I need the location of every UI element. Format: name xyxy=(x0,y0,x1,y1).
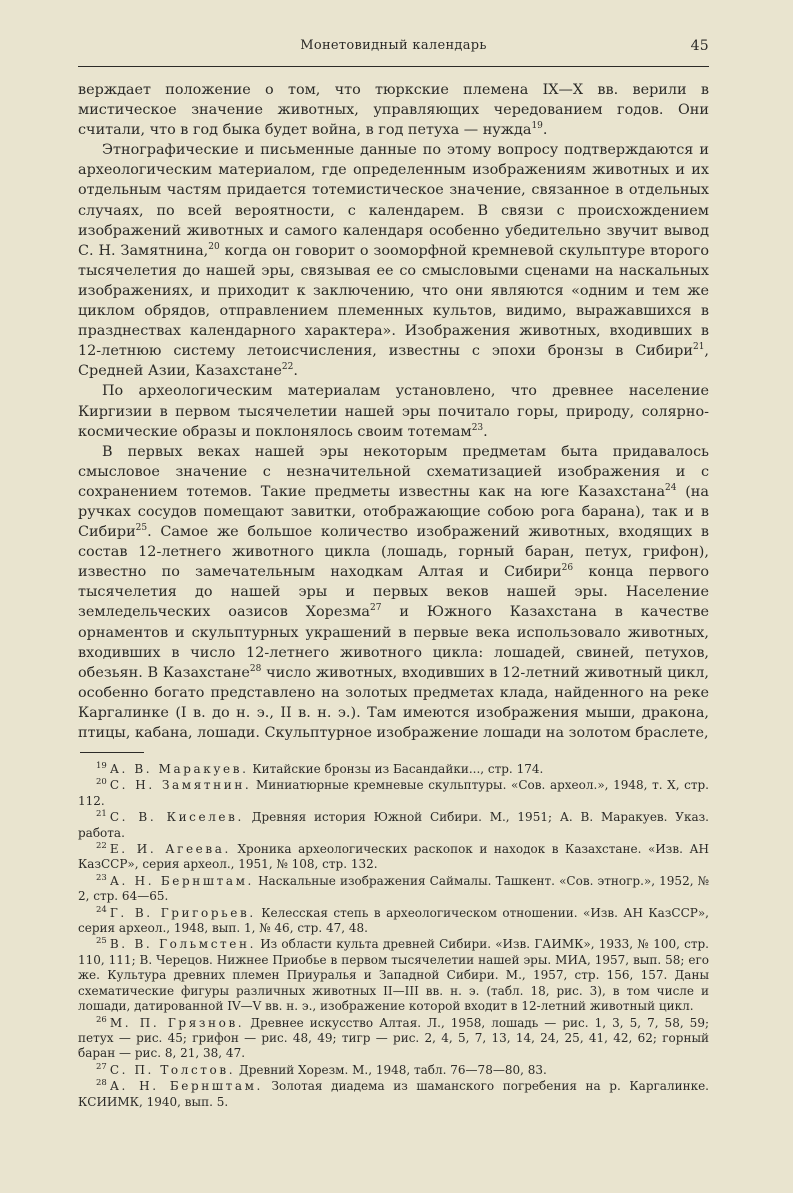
footnote-text: Миниатюрные кремневые скульптуры. «Сов. археол.», 1948, т. X, стр. 112. xyxy=(78,778,709,808)
text-run: когда он говорит о зооморфной кремневой скульптуре второго тысячелетия до нашей эры, связывая ее со смысловыми сценами на наскальных изображениях, и приходит к заключению, что они являются «одним и тем же циклом обрядов, отправлением племенных культов, видимо, выражавшихся в празднествах календарного характера». Изображения животных, входивших в 12-летнюю систему летоисчисления, известны с эпохи бронзы в Сибири xyxy=(78,242,709,360)
footnote-number: 25 xyxy=(96,936,107,947)
footnote-separator xyxy=(80,752,144,753)
footnote-author: Г. В. Григорьев. xyxy=(109,905,256,920)
footnote-author: Е. И. Агеева. xyxy=(109,842,231,857)
footnote-number: 28 xyxy=(96,1078,107,1089)
page-number: 45 xyxy=(690,38,709,54)
footnote-text: Золотая диадема из шаманского погребения на р. Каргалинке. КСИИМК, 1940, вып. 5. xyxy=(78,1079,709,1109)
footnote xyxy=(78,810,709,841)
text-run: Этнографические и письменные данные по этому вопросу подтверждаются и археологическим материалом, где определенным изображениям животных и их отдельным частям придается тотемистическое значение, связанное в отдельных случаях, по всей вероятности, с календарем. В связи с происхождением изображений животных и самого календаря особенно убедительно звучит вывод С. Н. Замятнина, xyxy=(78,142,709,259)
header-rule xyxy=(78,66,709,67)
footnote-ref: 27 xyxy=(370,603,382,614)
text-run: По археологическим материалам установлено, что древнее население Киргизии в первом тысячелетии нашей эры почитало горы, природу, солярно-космические образы и поклонялось своим тотемам xyxy=(78,383,709,440)
footnote xyxy=(78,906,709,937)
paragraph xyxy=(78,442,709,743)
footnote-ref: 20 xyxy=(208,241,220,252)
footnote-number: 26 xyxy=(96,1014,107,1025)
text-run: В первых веках нашей эры некоторым предметам быта придавалось смысловое значение с незначительной схематизацией изображения и с сохранением тотемов. Такие предметы известны как на юге Казахстана xyxy=(78,443,709,500)
footnote-ref: 26 xyxy=(561,563,574,574)
footnote-ref: 21 xyxy=(692,342,705,353)
text-run: . xyxy=(293,363,298,380)
footnote-text: Хроника археологических раскопок и находок в Казахстане. «Изв. АН КазССР», серия археол., 1951, № 108, стр. 132. xyxy=(78,842,709,872)
paragraph xyxy=(78,80,709,140)
text-run: . Самое же большое количество изображений животных, входящих в состав 12-летнего животного цикла (лошадь, горный баран, петух, грифон), известно по замечательным находкам Алтая и Сибири xyxy=(78,524,709,581)
footnote xyxy=(78,762,709,777)
footnote-text: Из области культа древней Сибири. «Изв. ГАИМК», 1933, № 100, стр. 110, 111; В. Черецов. Нижнее Приобье в первом тысячелетии нашей эры. МИА, 1957, вып. 58; его же. Культура древних племен Приуралья и Западной Сибири. М., 1957, стр. 156, 157. Даны схематические фигуры различных животных II—III вв. н. э. (табл. 18, рис. 3), в том числе и лошади, датированной IV—V вв. н. э., изображение которой входит в 12-летний животный цикл. xyxy=(78,937,709,1014)
footnote-text: Древнее искусство Алтая. Л., 1958, лошадь — рис. 1, 3, 5, 7, 58, 59; петух — рис. 45; грифон — рис. 48, 49; тигр — рис. 2, 4, 5, 7, 13, 14, 24, 25, 41, 42, 62; горный баран — рис. 8, 21, 38, 47. xyxy=(78,1015,709,1061)
text-run: и Южного Казахстана в качестве орнаментов и скульптурных украшений в первые века использовало животных, входивших в число 12-летнего животного цикла: лошадей, свиней, петухов, обезьян. В Казахстане xyxy=(78,604,709,681)
footnote-author: А. Н. Бернштам. xyxy=(109,1079,263,1094)
footnote xyxy=(78,778,709,809)
footnote-ref: 24 xyxy=(665,483,677,494)
footnote-ref: 23 xyxy=(471,422,484,433)
footnote-number: 27 xyxy=(96,1061,107,1072)
paragraph xyxy=(78,381,709,441)
page-header xyxy=(78,38,709,58)
footnote-author: М. П. Грязнов. xyxy=(109,1015,245,1030)
footnote-ref: 19 xyxy=(531,121,543,132)
footnote-author: В. В. Гольмстен. xyxy=(109,937,257,952)
main-text xyxy=(78,80,709,743)
text-run: конца первого тысячелетия до нашей эры и первых веков нашей эры. Население земледельческих оазисов Хорезма xyxy=(78,564,709,621)
footnote-author: С. П. Толстов. xyxy=(109,1062,236,1077)
footnote-number: 22 xyxy=(96,841,107,852)
footnote xyxy=(78,874,709,905)
text-run: . xyxy=(483,423,488,440)
footnotes xyxy=(78,762,709,1111)
footnote-ref: 28 xyxy=(249,663,262,674)
footnote-author: С. В. Киселев. xyxy=(109,810,244,825)
running-title: Монетовидный календарь xyxy=(300,38,487,53)
text-run: . xyxy=(542,122,548,139)
text-run: верждает положение о том, что тюркские племена IX—X вв. верили в мистическое значение животных, управляющих чередованием годов. Они считали, что в год быка будет война, в год петуха — нужда xyxy=(78,82,709,139)
footnote-number: 23 xyxy=(96,872,107,883)
text-run: (на ручках сосудов помещают завитки, отображающие собою рога барана), так и в Сибири xyxy=(78,483,709,541)
footnote-ref: 25 xyxy=(135,523,148,534)
footnote-ref: 22 xyxy=(281,362,294,373)
footnote-text: Келесская степь в археологическом отношении. «Изв. АН КазССР», серия археол., 1948, вып. 1, № 46, стр. 47, 48. xyxy=(78,905,709,936)
footnote-text: Древняя история Южной Сибири. М., 1951; А. В. Маракуев. Указ. работа. xyxy=(78,810,709,840)
footnote-number: 24 xyxy=(96,904,107,915)
footnote-number: 19 xyxy=(96,761,107,771)
text-run: , Средней Азии, Казахстане xyxy=(78,343,709,380)
footnote-author: С. Н. Замятнин. xyxy=(109,778,252,793)
footnote-text: Древний Хорезм. М., 1948, табл. 76—78—80, 83. xyxy=(235,1062,547,1077)
text-run: число животных, входивших в 12-летний животный цикл, особенно богато представлено на золотых предметах клада, найденного на реке Каргалинке (I в. до н. э., II в. н. э.). Там имеются изображения мыши, дракона, птицы, кабана, лошади. Скульптурное изображение лошади на золотом браслете, xyxy=(78,664,709,741)
footnote xyxy=(78,937,709,1014)
footnote-number: 21 xyxy=(96,809,107,820)
footnote xyxy=(78,842,709,873)
footnote-text: Китайские бронзы из Басандайки..., стр. 174. xyxy=(248,762,544,776)
footnote xyxy=(78,1079,709,1110)
paragraph xyxy=(78,140,709,381)
footnote xyxy=(78,1016,709,1062)
footnote xyxy=(78,1063,709,1078)
footnote-author: А. Н. Бернштам. xyxy=(109,873,254,888)
footnote-number: 20 xyxy=(96,777,107,788)
footnote-text: Наскальные изображения Саймалы. Ташкент. «Сов. этногр.», 1952, № 2, стр. 64—65. xyxy=(78,873,709,904)
footnote-author: А. В. Маракуев. xyxy=(109,762,249,776)
